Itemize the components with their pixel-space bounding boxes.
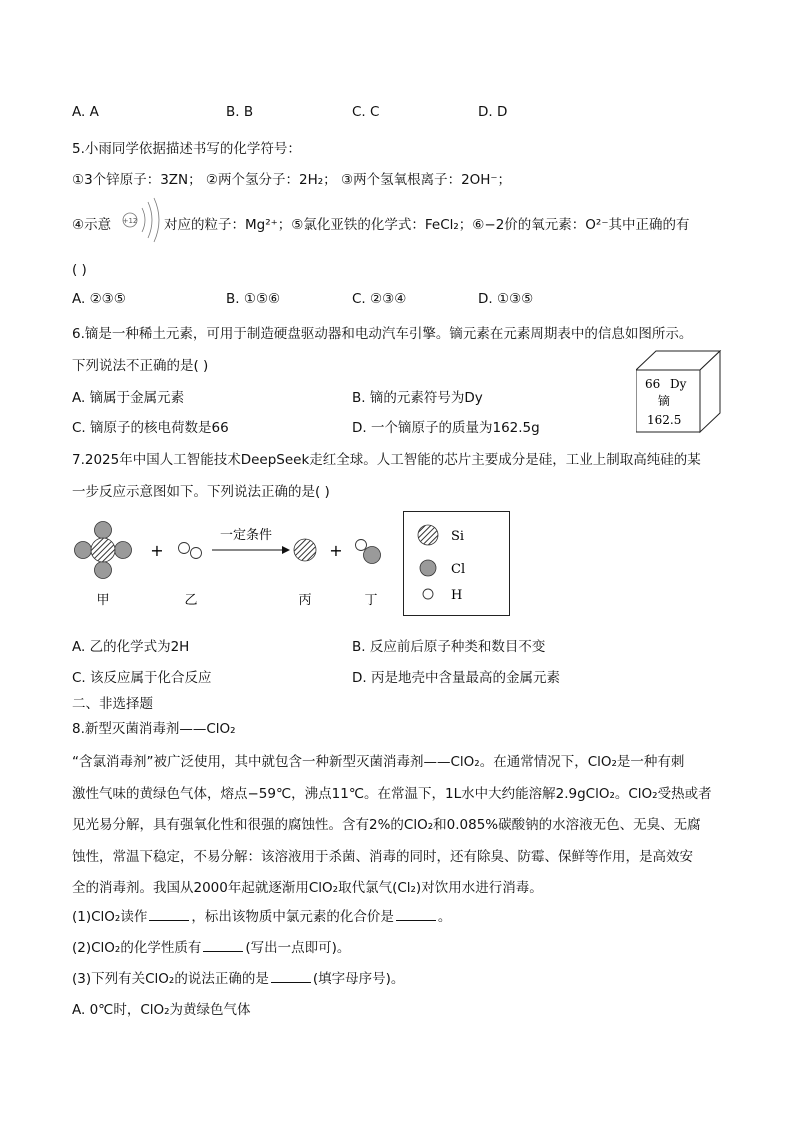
label-ding: 丁	[364, 593, 378, 608]
q7-stem-1: 7.2025年中国人工智能技术DeepSeek走红全球。人工智能的芯片主要成分是硅，工业上制取高纯硅的某	[72, 452, 701, 468]
q8-sub2-a: (2)ClO₂的化学性质有	[72, 940, 202, 956]
q8-sub2	[72, 936, 350, 956]
label-bing: 丙	[298, 593, 312, 608]
q6-option-b: B. 镝的元素符号为Dy	[352, 390, 483, 406]
answer-blank-4[interactable]	[271, 970, 311, 983]
q8-title: 8.新型灭菌消毒剂——ClO₂	[72, 721, 236, 737]
atomic-number: 66	[645, 377, 661, 391]
molecule-yi	[179, 543, 202, 559]
q7-option-a: A. 乙的化学式为2H	[72, 639, 190, 655]
q8-sub3-b: (填字母序号)。	[312, 971, 405, 987]
ion-structure-diagram	[120, 196, 168, 244]
plus-sign-1: +	[150, 541, 164, 560]
molecule-jia	[75, 522, 132, 579]
q6-option-d: D. 一个镝原子的质量为162.5g	[352, 420, 540, 436]
q8-sub1-b: ，标出该物质中氯元素的化合价是	[191, 909, 394, 925]
plus-sign-2: +	[329, 541, 343, 560]
q5-option-d: D. ①③⑤	[478, 291, 534, 307]
legend-h-label: H	[451, 588, 463, 603]
legend-cl-icon	[420, 560, 436, 576]
q8-para-5: 全的消毒剂。我国从2000年起就逐渐用ClO₂取代氯气(Cl₂)对饮用水进行消毒。	[72, 880, 543, 896]
q8-sub3	[72, 967, 404, 987]
q7-option-c: C. 该反应属于化合反应	[72, 670, 212, 686]
q8-option-a: A. 0℃时，ClO₂为黄绿色气体	[72, 1002, 251, 1018]
q6-stem-1: 6.镝是一种稀土元素，可用于制造硬盘驱动器和电动汽车引擎。镝元素在元素周期表中的信息如图所示。	[72, 326, 693, 342]
q5-paren: ( )	[72, 262, 87, 278]
q4-option-a: A. A	[72, 104, 99, 120]
atomic-mass: 162.5	[647, 413, 682, 427]
legend-cl-label: Cl	[451, 562, 466, 577]
q8-sub1-c: 。	[437, 909, 452, 925]
q5-line1: ①3个锌原子：3ZN； ②两个氢分子：2H₂； ③两个氢氧根离子：2OH⁻；	[72, 172, 512, 188]
q7-option-d: D. 丙是地壳中含量最高的金属元素	[352, 670, 560, 686]
element-card	[636, 350, 726, 434]
element-name: 镝	[658, 394, 671, 408]
reaction-condition: 一定条件	[219, 528, 273, 543]
q8-para-1: “含氯消毒剂”被广泛使用，其中就包含一种新型灭菌消毒剂——ClO₂。在通常情况下，ClO₂是一种有刺	[72, 754, 685, 770]
q5-line2-suffix: 对应的粒子：Mg²⁺；⑤氯化亚铁的化学式：FeCl₂；⑥−2价的氧元素：O²⁻其中正确的有	[164, 217, 690, 233]
molecule-bing	[294, 539, 316, 561]
legend-h-icon	[423, 589, 433, 599]
molecule-ding	[356, 540, 381, 564]
nucleus-label: +12	[122, 217, 138, 225]
q8-para-2: 激性气味的黄绿色气体，熔点−59℃，沸点11℃。在常温下，1L水中大约能溶解2.9gClO₂。ClO₂受热或者	[72, 786, 712, 802]
q5-option-a: A. ②③⑤	[72, 291, 126, 307]
q5-stem: 5.小雨同学依据描述书写的化学符号：	[72, 141, 301, 157]
q8-sub1	[72, 905, 451, 925]
label-yi: 乙	[184, 593, 198, 608]
q5-option-b: B. ①⑤⑥	[226, 291, 281, 307]
q5-option-c: C. ②③④	[352, 291, 407, 307]
answer-blank-1[interactable]	[149, 908, 189, 921]
q6-option-a: A. 镝属于金属元素	[72, 390, 185, 406]
q8-sub1-a: (1)ClO₂读作	[72, 909, 148, 925]
reaction-diagram	[70, 520, 390, 610]
q5-line2-prefix: ④示意	[72, 217, 112, 233]
legend-si-icon	[418, 525, 438, 545]
q8-para-3: 见光易分解，具有强氧化性和很强的腐蚀性。含有2%的ClO₂和0.085%碳酸钠的水溶液无色、无臭、无腐	[72, 817, 701, 833]
answer-blank-2[interactable]	[396, 908, 436, 921]
label-jia: 甲	[96, 593, 110, 608]
q7-option-b: B. 反应前后原子种类和数目不变	[352, 639, 546, 655]
q4-option-c: C. C	[352, 104, 380, 120]
q8-sub3-a: (3)下列有关ClO₂的说法正确的是	[72, 971, 269, 987]
q6-option-c: C. 镝原子的核电荷数是66	[72, 420, 229, 436]
q7-stem-2: 一步反应示意图如下。下列说法正确的是( )	[72, 484, 330, 500]
element-symbol: Dy	[670, 377, 687, 391]
q8-para-4: 蚀性，常温下稳定，不易分解：该溶液用于杀菌、消毒的同时，还有除臭、防霉、保鲜等作用，是高效安	[72, 849, 693, 865]
section-heading: 二、非选择题	[72, 696, 153, 712]
answer-blank-3[interactable]	[203, 939, 243, 952]
q6-stem-2: 下列说法不正确的是( )	[72, 358, 209, 374]
q8-sub2-b: (写出一点即可)。	[245, 940, 351, 956]
legend-si-label: Si	[451, 529, 465, 544]
q4-option-d: D. D	[478, 104, 508, 120]
q4-option-b: B. B	[226, 104, 254, 120]
arrow-icon	[282, 546, 290, 554]
atom-legend	[403, 511, 510, 616]
